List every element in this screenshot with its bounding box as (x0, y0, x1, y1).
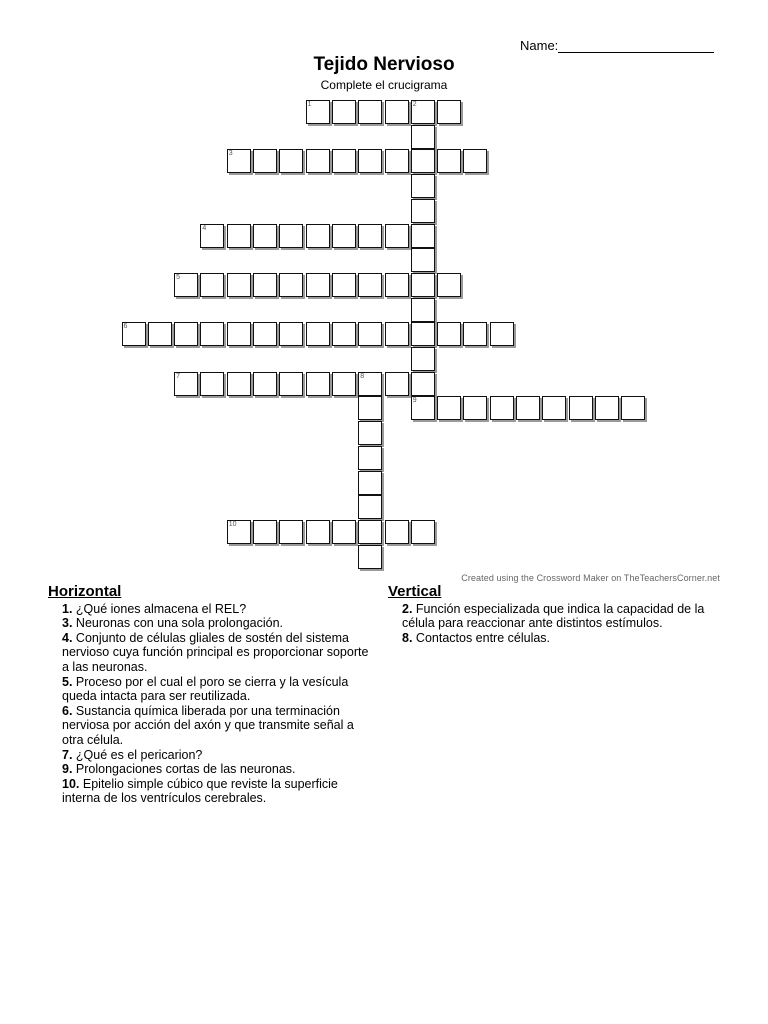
clue-number: 8. (402, 630, 413, 645)
crossword-cell[interactable] (358, 495, 382, 519)
crossword-cell[interactable] (411, 125, 435, 149)
clue-text: ¿Qué iones almacena el REL? (75, 601, 247, 616)
crossword-cell[interactable] (306, 372, 330, 396)
crossword-cell[interactable] (306, 322, 330, 346)
crossword-cell[interactable] (174, 273, 198, 297)
clue-text: Proceso por el cual el poro se cierra y la vesícula queda intacta para ser reutilizada. (62, 674, 349, 704)
crossword-cell[interactable] (411, 347, 435, 371)
crossword-cell[interactable] (306, 520, 330, 544)
horizontal-clue (62, 675, 378, 704)
crossword-cell[interactable] (332, 224, 356, 248)
clue-number: 4. (62, 630, 73, 645)
clue-text: Contactos entre células. (415, 630, 551, 645)
crossword-cell[interactable] (306, 224, 330, 248)
horizontal-clue (62, 616, 378, 631)
crossword-cell[interactable] (437, 149, 461, 173)
vertical-clue (402, 602, 728, 631)
cell-number: 7 (176, 372, 180, 380)
crossword-cell[interactable] (358, 421, 382, 445)
crossword-cell[interactable] (358, 372, 382, 396)
horizontal-clue (62, 748, 378, 763)
crossword-cell[interactable] (358, 396, 382, 420)
crossword-cell[interactable] (437, 322, 461, 346)
cell-number: 8 (360, 372, 365, 380)
crossword-cell[interactable] (174, 372, 198, 396)
crossword-cell[interactable] (569, 396, 593, 420)
crossword-cell[interactable] (411, 174, 435, 198)
clue-number: 10. (62, 776, 80, 791)
crossword-cell[interactable] (358, 545, 382, 569)
crossword-cell[interactable] (332, 322, 356, 346)
crossword-cell[interactable] (358, 273, 382, 297)
crossword-cell[interactable] (463, 322, 487, 346)
page-subtitle: Complete el crucigrama (320, 78, 448, 92)
crossword-cell[interactable] (385, 149, 409, 173)
horizontal-clue (62, 602, 378, 617)
vertical-heading: Vertical (388, 583, 442, 600)
crossword-cell[interactable] (227, 372, 251, 396)
crossword-cell[interactable] (463, 149, 487, 173)
clue-text: ¿Qué es el pericarion? (75, 747, 203, 762)
page-title: Tejido Nervioso (313, 54, 455, 75)
crossword-cell[interactable] (516, 396, 540, 420)
credit-line: Created using the Crossword Maker on TheTeachersCorner.net (461, 573, 720, 583)
horizontal-clue-list (48, 602, 378, 806)
crossword-cell[interactable] (332, 273, 356, 297)
crossword-cell[interactable] (542, 396, 566, 420)
crossword-cell[interactable] (411, 248, 435, 272)
crossword-cell[interactable] (385, 224, 409, 248)
crossword-cell[interactable] (306, 100, 330, 124)
crossword-cell[interactable] (411, 298, 435, 322)
crossword-cell[interactable] (385, 372, 409, 396)
clue-number: 6. (62, 703, 73, 718)
crossword-cell[interactable] (200, 322, 224, 346)
crossword-cell[interactable] (358, 149, 382, 173)
crossword-cell[interactable] (148, 322, 172, 346)
crossword-cell[interactable] (279, 520, 303, 544)
clue-number: 1. (62, 601, 73, 616)
crossword-cell[interactable] (332, 149, 356, 173)
clue-number: 7. (62, 747, 73, 762)
crossword-cell[interactable] (174, 322, 198, 346)
crossword-cell[interactable] (227, 149, 251, 173)
horizontal-clue (62, 704, 378, 748)
crossword-cell[interactable] (253, 149, 277, 173)
crossword-cell[interactable] (385, 520, 409, 544)
cell-number: 5 (176, 273, 180, 281)
crossword-cell[interactable] (463, 396, 487, 420)
crossword-cell[interactable] (200, 224, 224, 248)
clue-text: Sustancia química liberada por una terminación nerviosa por acción del axón y que transmite señal a otra célula. (62, 703, 354, 747)
clue-text: Epitelio simple cúbico que reviste la superficie interna de los ventrículos cerebrales. (62, 776, 338, 806)
crossword-cell[interactable] (385, 322, 409, 346)
crossword-cell[interactable] (200, 273, 224, 297)
crossword-cell[interactable] (411, 199, 435, 223)
crossword-cell[interactable] (621, 396, 645, 420)
crossword-cell[interactable] (332, 372, 356, 396)
cell-number: 9 (412, 397, 417, 405)
cell-number: 2 (412, 101, 417, 108)
crossword-cell[interactable] (279, 273, 303, 297)
crossword-cell[interactable] (437, 396, 461, 420)
crossword-cell[interactable] (411, 100, 435, 124)
crossword-cell[interactable] (279, 372, 303, 396)
crossword-cell[interactable] (253, 224, 277, 248)
vertical-clue (402, 631, 728, 646)
crossword-cell[interactable] (411, 372, 435, 396)
crossword-cell[interactable] (306, 273, 330, 297)
horizontal-clue (62, 631, 378, 675)
crossword-cell[interactable] (279, 149, 303, 173)
clue-number: 2. (402, 601, 413, 616)
crossword-cell[interactable] (385, 100, 409, 124)
cell-number: 10 (228, 520, 237, 528)
crossword-cell[interactable] (253, 273, 277, 297)
vertical-clue-list (388, 602, 728, 646)
clue-text: Función especializada que indica la capacidad de la célula para reaccionar ante distintos estímulos. (402, 601, 705, 631)
cell-number: 6 (123, 323, 128, 331)
crossword-cell[interactable] (227, 273, 251, 297)
name-label: Name: (520, 38, 559, 53)
horizontal-clue (62, 777, 378, 806)
crossword-cell[interactable] (358, 471, 382, 495)
crossword-cell[interactable] (279, 322, 303, 346)
crossword-cell[interactable] (227, 224, 251, 248)
clue-number: 3. (62, 616, 73, 631)
crossword-cell[interactable] (411, 149, 435, 173)
crossword-cell[interactable] (332, 100, 356, 124)
crossword-cell[interactable] (306, 149, 330, 173)
crossword-cell[interactable] (411, 224, 435, 248)
cell-number: 1 (307, 101, 312, 108)
clue-number: 5. (62, 674, 73, 689)
crossword-cell[interactable] (332, 520, 356, 544)
crossword-cell[interactable] (385, 273, 409, 297)
crossword-cell[interactable] (358, 100, 382, 124)
crossword-cell[interactable] (490, 322, 514, 346)
crossword-cell[interactable] (411, 322, 435, 346)
crossword-cell[interactable] (122, 322, 146, 346)
crossword-cell[interactable] (227, 520, 251, 544)
crossword-cell[interactable] (227, 322, 251, 346)
crossword-cell[interactable] (358, 520, 382, 544)
crossword-cell[interactable] (437, 100, 461, 124)
cell-number: 4 (202, 224, 207, 232)
horizontal-clues (48, 585, 378, 806)
crossword-cell[interactable] (253, 372, 277, 396)
crossword-cell[interactable] (411, 520, 435, 544)
cell-number: 3 (228, 150, 233, 158)
crossword-cell[interactable] (358, 322, 382, 346)
clue-text: Conjunto de células gliales de sostén del sistema nervioso cuya función principal es proporcionar soporte a las neuronas. (62, 630, 369, 674)
crossword-cell[interactable] (411, 396, 435, 420)
crossword-cell[interactable] (200, 372, 224, 396)
crossword-cell[interactable] (490, 396, 514, 420)
vertical-clues (388, 585, 728, 645)
clue-number: 9. (62, 762, 73, 777)
crossword-cell[interactable] (253, 322, 277, 346)
crossword-cell[interactable] (437, 273, 461, 297)
crossword-cell[interactable] (595, 396, 619, 420)
crossword-cell[interactable] (279, 224, 303, 248)
crossword-cell[interactable] (411, 273, 435, 297)
crossword-cell[interactable] (253, 520, 277, 544)
clue-text: Neuronas con una sola prolongación. (75, 616, 284, 631)
crossword-cell[interactable] (358, 224, 382, 248)
clue-text: Prolongaciones cortas de las neuronas. (75, 762, 296, 777)
crossword-cell[interactable] (358, 446, 382, 470)
horizontal-clue (62, 762, 378, 777)
horizontal-heading: Horizontal (48, 583, 122, 600)
